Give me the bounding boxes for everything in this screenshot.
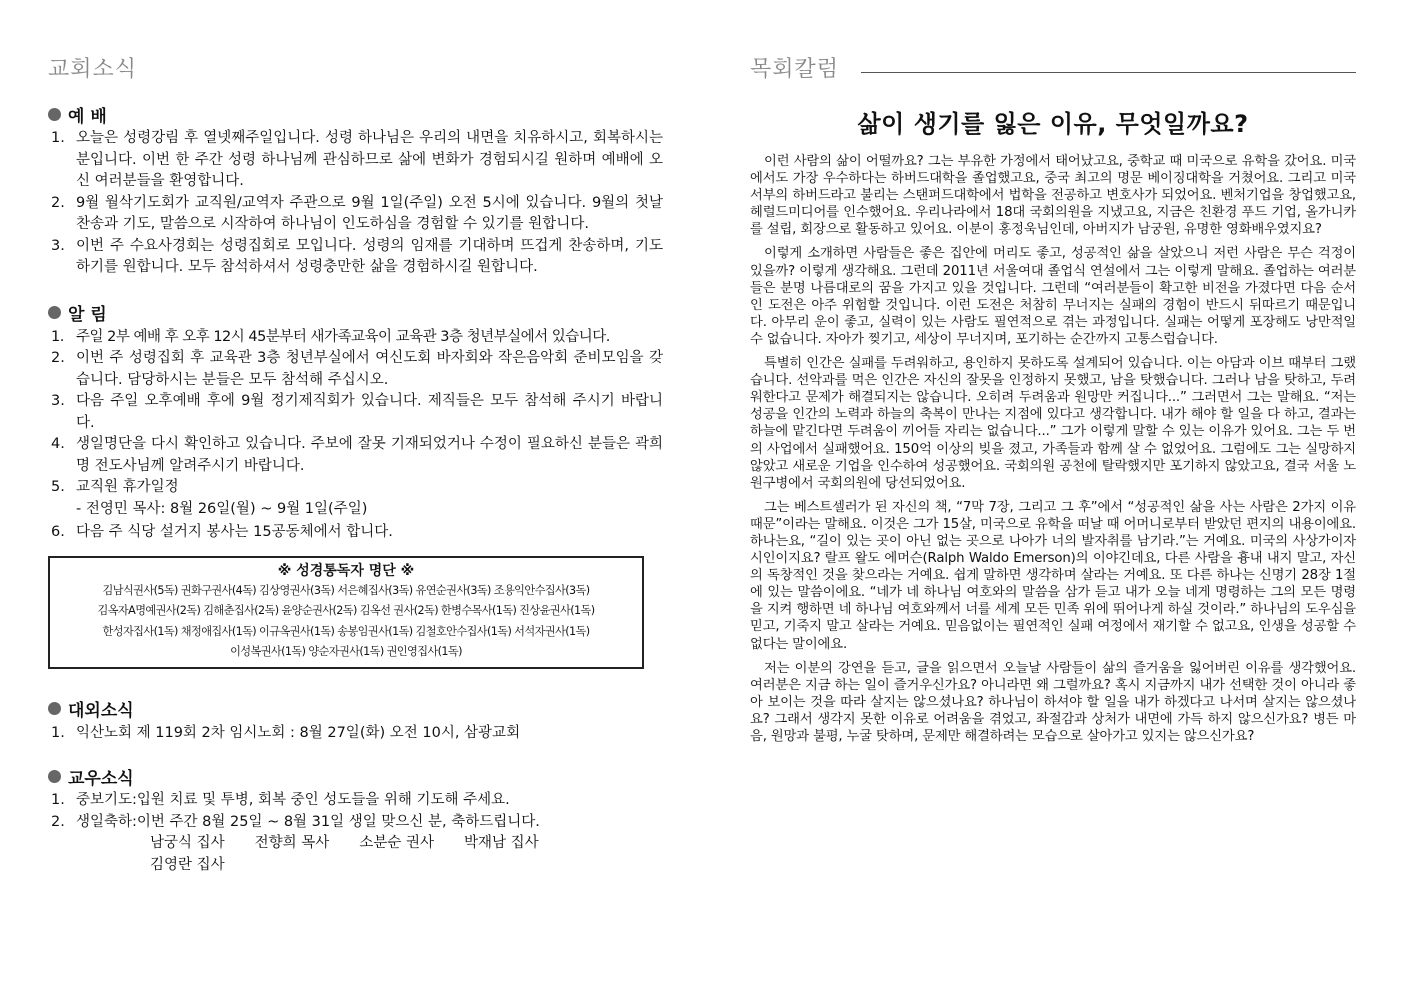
- list-item: 6. 다음 주 식당 설거지 봉사는 15공동체에서 합니다.: [51, 524, 393, 540]
- article-paragraph: 이렇게 소개하면 사람들은 좋은 집안에 머리도 좋고, 성공적인 삶을 살았으니 저런 사람은 무슨 걱정이 있을까? 이렇게 생각해요. 그런데 2011년 서울여대 졸업식 연설에서 그는 이렇게 말해요. 졸업하는 여러분들은 분명 나름대로의 꿈을 가지고 있을 것입니다. 그런데 “여러분들이 확고한 비전을 가졌다면 다음 순서인 도전은 아주 위험할 것입니다. 이런 도전은 처참히 무너지는 실패의 경험이 반드시 뒤따르기 때문입니다. 아무리 운이 좋고, 실력이 있는 사람도 필연적으로 겪는 과정입니다. 실패는 어떻게 포장해도 낭만적일 수 없습니다. 자아가 찢기고, 세상이 무너지며, 포기하는 순간까지 고통스럽습니다.: [750, 246, 1356, 347]
- bible-readers-line: 김옥자A명예권사(2독) 김해춘집사(2독) 윤양순권사(2독) 김옥선 권사(2독) 한병수목사(1독) 진상윤권사(1독): [97, 604, 595, 617]
- bullet-icon: [48, 108, 61, 121]
- article-title: 삶이 생기를 잃은 이유, 무엇일까요?: [857, 110, 1249, 138]
- external-heading: [48, 697, 663, 721]
- birthday-person: 소분순 권사: [359, 835, 434, 851]
- bible-readers-line: 한성자집사(1독) 채정애집사(1독) 이규옥권사(1독) 송봉임권사(1독) 김철호안수집사(1독) 서석자권사(1독): [102, 624, 590, 638]
- list-item: 1. 주일 2부 예배 후 오후 12시 45분부터 새가족교육이 교육관 3층 청년부실에서 있습니다.: [51, 328, 610, 345]
- list-item: 5. 교직원 휴가일정: [51, 479, 179, 495]
- notice-list-cont: [48, 522, 663, 544]
- list-item: 1. 오늘은 성령강림 후 열넷째주일입니다. 성령 하나님은 우리의 내면을 치유하시고, 회복하시는 분입니다. 이번 한 주간 성령 하나님께 관심하므로 삶에 변화가 경험되시길 원하며 예배에 오신 여러분들을 환영합니다.: [51, 130, 663, 189]
- pastor-column-label: 목회칼럼: [750, 57, 840, 82]
- bullet-icon: [48, 770, 61, 783]
- notice-title: 알 림: [68, 305, 107, 325]
- article-paragraph: 그는 베스트셀러가 된 자신의 책, “7막 7장, 그리고 그 후”에서 “성공적인 삶을 사는 사람은 2가지 이유 때문”이라는 말해요. 이것은 그가 15살, 미국으로 유학을 떠날 때 어머니로부터 받았던 편지의 내용이에요. 하나는요, “길이 있는 곳이 아닌 없는 곳으로 나아가 너의 발자취를 남기라.”는 거예요. 미국의 사상가이자 시인이지요? 랄프 왈도 에머슨(Ralph Waldo Emerson)의 이야긴데요, 다른 사람을 흉내 내지 말고, 자신의 독창적인 것을 찾으라는 거예요. 쉽게 말하면 생각하며 살라는 거예요. 또 다른 하나는 신명기 28장 1절에 있는 말씀이에요. “네가 네 하나님 여호와의 말씀을 삼가 듣고 내가 오늘 네게 명령하는 그의 모든 명령을 지켜 행하면 네 하나님 여호와께서 너를 세계 모든 민족 위에 뛰어나게 하실 것이라.” 하나님의 도우심을 믿고, 기죽지 말고 살라는 거예요. 믿음없이는 필연적인 실패 여정에서 재기할 수 없고요, 인생을 성공할 수 없다는 말이에요.: [750, 499, 1356, 652]
- birthday-person: 김영란 집사: [150, 856, 225, 873]
- notice-heading: [48, 301, 663, 325]
- birthday-person: 남궁식 집사: [150, 835, 225, 851]
- bible-readers-line: 김남식권사(5독) 권화구권사(4독) 김상영권사(3독) 서은혜집사(3독) 유연순권사(3독) 조용익안수집사(3독): [102, 583, 590, 597]
- notice-list: [48, 327, 663, 499]
- church-news-header: 교회소식: [48, 57, 138, 82]
- bible-readers-line: 이성복권사(1독) 양순자권사(1독) 권인영집사(1독): [230, 645, 462, 658]
- article-paragraph: 이런 사람의 삶이 어떨까요? 그는 부유한 가정에서 태어났고요, 중학교 때 미국으로 유학을 갔어요. 미국에서도 가장 우수하다는 하버드대학을 졸업했고요, 중국 최고의 명문 베이징대학을 거쳤어요. 그리고 미국 서부의 하버드라고 불리는 스탠퍼드대학에서 법학을 전공하고 변호사가 되었어요. 벤처기업을 창업했고요, 헤럴드미디어를 인수했어요. 우리나라에서 18대 국회의원을 지냈고요, 지금은 친환경 푸드 기업, 올가니카를 설립, 회장으로 활동하고 있어요. 이분이 홍정욱님인데, 아버지가 남궁원, 유명한 영화배우였지요?: [750, 154, 1356, 238]
- list-item: 3. 다음 주일 오후예배 후에 9월 정기제직회가 있습니다. 제직들은 모두 참석해 주시기 바랍니다.: [51, 393, 663, 431]
- external-title: 대외소식: [68, 701, 134, 721]
- birthday-person: 전향희 목사: [254, 835, 330, 851]
- list-item: 1. 익산노회 제 119회 2차 임시노회 : 8월 27일(화) 오전 10시, 삼광교회: [51, 724, 521, 741]
- bible-readers-box: [48, 556, 644, 669]
- article-paragraph: 저는 이분의 강연을 듣고, 글을 읽으면서 오늘날 사람들이 삶의 즐거움을 잃어버린 이유를 생각했어요. 여러분은 지금 하는 일이 즐거우신가요? 아니라면 왜 그럴까요? 혹시 지금까지 내가 선택한 것이 아니라 좋아 보이는 것을 따라 살지는 않으셨나요? 하나님이 하셔야 할 일을 내가 하겠다고 나서며 살지는 않으셨나요? 그래서 생각지 못한 이유로 어려움을 겪었고, 좌절감과 상처가 내면에 가득 하지 않으신가요? 병든 마음, 원망과 불평, 누굴 탓하며, 문제만 해결하려는 모습으로 살아가고 있지는 않으신가요?: [750, 660, 1356, 744]
- list-item: 2. 생일축하: 이번 주간 8월 25일 ~ 8월 31일 생일 맞으신 분, 축하드립니다.: [51, 813, 540, 830]
- pastor-column: [750, 52, 1356, 752]
- members-heading: [48, 764, 663, 788]
- article-paragraph: 특별히 인간은 실패를 두려워하고, 용인하지 못하도록 설계되어 있습니다. 이는 아담과 이브 때부터 그랬습니다. 선악과를 먹은 인간은 자신의 잘못을 인정하지 못했고, 남을 탓했습니다. 그러나 남을 탓하고, 두려워한다고 문제가 해결되지는 않습니다. 오히려 두려움과 원망만 커집니다...” 그러면서 그는 말해요. “저는 성공을 인간의 노력과 하늘의 축복이 만나는 지점에 있다고 생각합니다. 내가 해야 할 일을 다 하고, 결과는 하늘에 맡긴다면 두려움이 끼어들 자리는 없습니다...” 그가 이렇게 말할 수 있는 이유가 있어요. 그는 두 번의 사업에서 실패했어요. 150억 이상의 빚을 졌고, 가족들과 함께 살 수 없었어요. 그럼에도 그는 실망하지 않았고 새로운 기업을 인수하여 성공했어요. 국회의원 공천에 탈락했지만 포기하지 않았고요, 결국 서울 노원구병에서 국회의원에 당선되었어요.: [750, 356, 1356, 491]
- birthday-people: [48, 833, 663, 876]
- list-item: 4. 생일명단을 다시 확인하고 있습니다. 주보에 잘못 기재되었거나 수정이 필요하신 분들은 곽희명 전도사님께 알려주시기 바랍니다.: [51, 436, 663, 474]
- birthday-person: 박재남 집사: [463, 835, 539, 851]
- external-list: [48, 723, 663, 745]
- worship-list: [48, 128, 663, 279]
- church-news-column: [48, 52, 663, 876]
- members-title: 교우소식: [68, 768, 134, 789]
- bullet-icon: [48, 702, 61, 715]
- vacation-detail: - 전영민 목사: 8월 26일(월) ~ 9월 1일(주일): [76, 500, 368, 517]
- worship-heading: [48, 102, 663, 126]
- list-item: 2. 9월 월삭기도회가 교직원/교역자 주관으로 9월 1일(주일) 오전 5시에 있습니다. 9월의 첫날 찬송과 기도, 말씀으로 시작하여 하나님이 인도하심을 경험할 수 있기를 원합니다.: [51, 194, 663, 232]
- members-list: [48, 790, 663, 833]
- bible-readers-title: ※ 성경통독자 명단 ※: [277, 562, 415, 579]
- list-item: 1. 중보기도: 입원 치료 및 투병, 회복 중인 성도들을 위해 기도해 주세요.: [51, 792, 510, 808]
- header-divider: [861, 72, 1356, 73]
- list-item: 2. 이번 주 성령집회 후 교육관 3층 청년부실에서 여신도회 바자회와 작은음악회 준비모임을 갖습니다. 담당하시는 분들은 모두 참석해 주십시오.: [51, 350, 663, 388]
- list-item: 3. 이번 주 수요사경회는 성령집회로 모입니다. 성령의 임재를 기대하며 뜨겁게 찬송하며, 기도하기를 원합니다. 모두 참석하셔서 성령충만한 삶을 경험하시길 원합니다.: [51, 237, 663, 275]
- bullet-icon: [48, 306, 61, 319]
- pastor-column-header: [750, 52, 1356, 88]
- worship-title: 예 배: [68, 106, 107, 127]
